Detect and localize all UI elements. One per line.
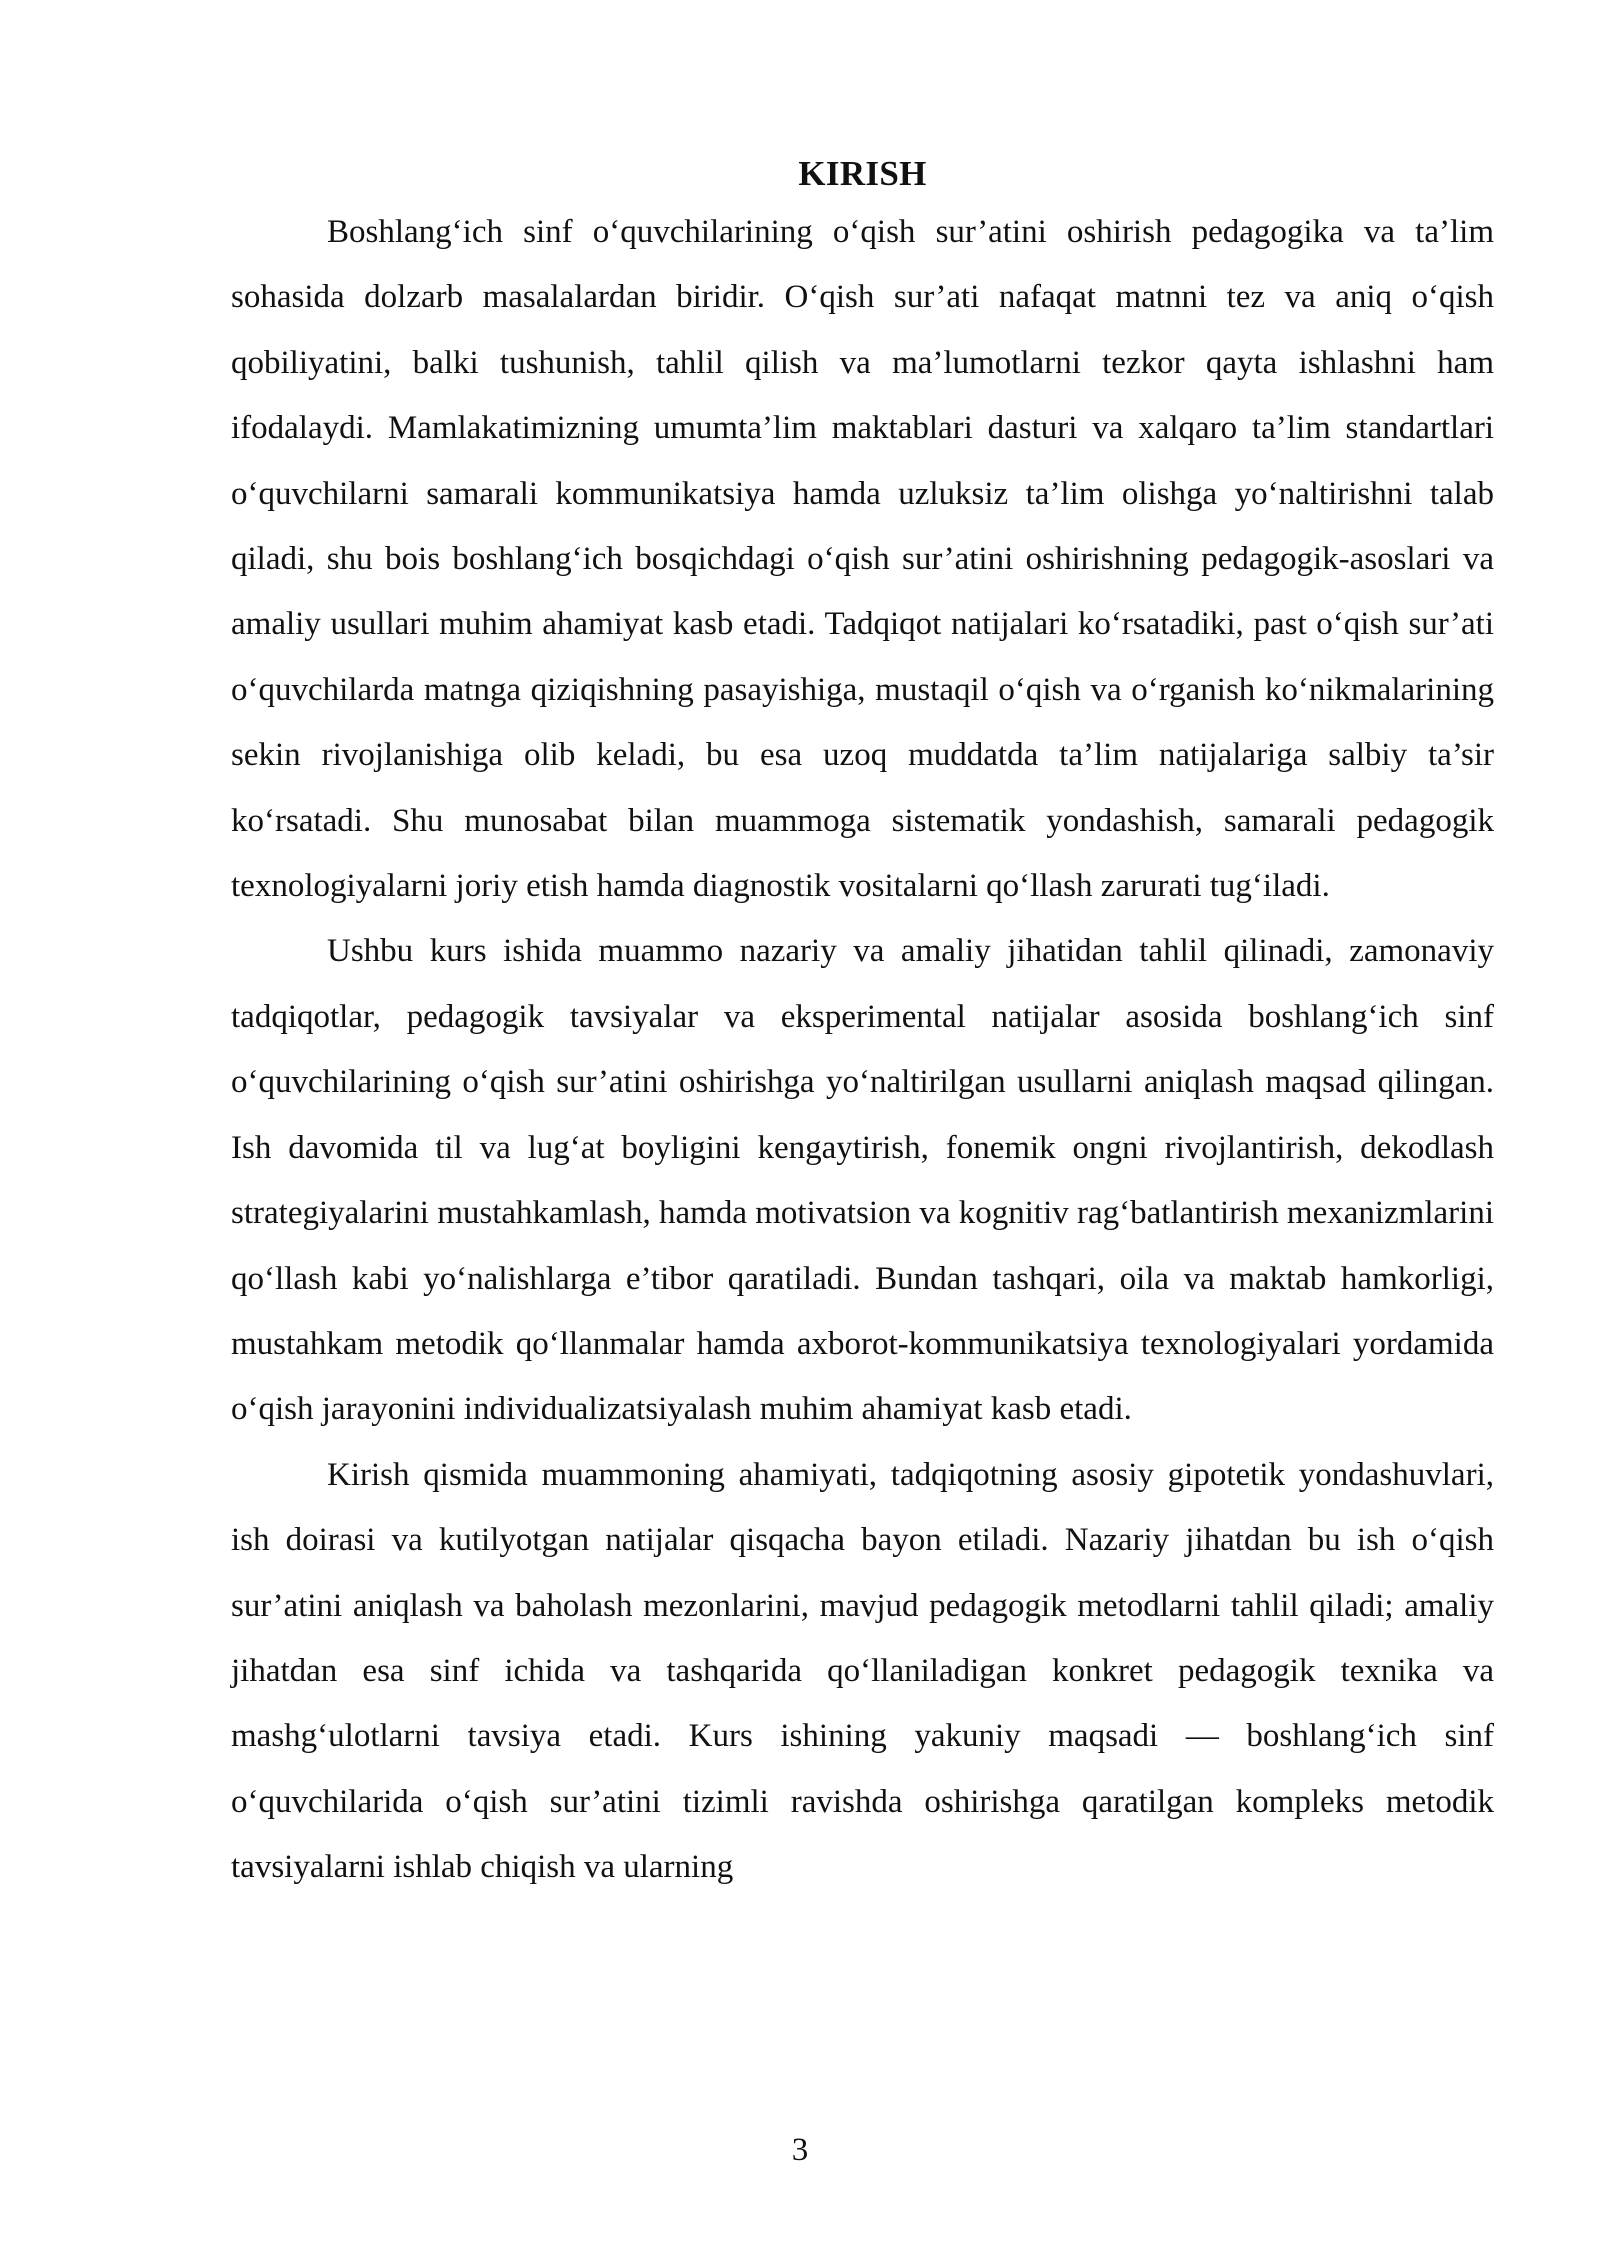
page-number: 3: [791, 2132, 809, 2168]
paragraph-3: Kirish qismida muammoning ahamiyati, tadqiqotning asosiy gipotetik yondashuvlari, ish doirasi va kutilyotgan natijalar qisqacha bayon etiladi. Nazariy jihatdan bu ish o‘qish sur’atini aniqlash va baholash mezonlarini, mavjud pedagogik metodlarni tahlil qiladi; amaliy jihatdan esa sinf ichida va tashqarida qo‘llaniladigan konkret pedagogik texnika va mashg‘ulotlarni tavsiya etadi. Kurs ishining yakuniy maqsadi — boshlang‘ich sinf o‘quvchilarida o‘qish sur’atini tizimli ravishda oshirishga qaratilgan kompleks metodik tavsiyalarni ishlab chiqish va ularning: [231, 1456, 1494, 1886]
page-content: [231, 148, 1494, 1901]
section-title: KIRISH: [798, 154, 927, 193]
paragraph-2: Ushbu kurs ishida muammo nazariy va amaliy jihatidan tahlil qilinadi, zamonaviy tadqiqotlar, pedagogik tavsiyalar va eksperimental natijalar asosida boshlang‘ich sinf o‘quvchilarining o‘qish sur’atini oshirishga yo‘naltirilgan usullarni aniqlash maqsad qilingan. Ish davomida til va lug‘at boyligini kengaytirish, fonemik ongni rivojlantirish, dekodlash strategiyalarini mustahkamlash, hamda motivatsion va kognitiv rag‘batlantirish mexanizmlarini qo‘llash kabi yo‘nalishlarga e’tibor qaratiladi. Bundan tashqari, oila va maktab hamkorligi, mustahkam metodik qo‘llanmalar hamda axborot-kommunikatsiya texnologiyalari yordamida o‘qish jarayonini individualizatsiyalash muhim ahamiyat kasb etadi.: [231, 933, 1494, 1428]
paragraph-1: Boshlang‘ich sinf o‘quvchilarining o‘qish sur’atini oshirish pedagogika va ta’lim sohasida dolzarb masalalardan biridir. O‘qish sur’ati nafaqat matnni tez va aniq o‘qish qobiliyatini, balki tushunish, tahlil qilish va ma’lumotlarni tezkor qayta ishlashni ham ifodalaydi. Mamlakatimizning umumta’lim maktablari dasturi va xalqaro ta’lim standartlari o‘quvchilarni samarali kommunikatsiya hamda uzluksiz ta’lim olishga yo‘naltirishni talab qiladi, shu bois boshlang‘ich bosqichdagi o‘qish sur’atini oshirishning pedagogik-asoslari va amaliy usullari muhim ahamiyat kasb etadi. Tadqiqot natijalari ko‘rsatadiki, past o‘qish sur’ati o‘quvchilarda matnga qiziqishning pasayishiga, mustaqil o‘qish va o‘rganish ko‘nikmalarining sekin rivojlanishiga olib keladi, bu esa uzoq muddatda ta’lim natijalariga salbiy ta’sir ko‘rsatadi. Shu munosabat bilan muammoga sistematik yondashish, samarali pedagogik texnologiyalarni joriy etish hamda diagnostik vositalarni qo‘llash zarurati tug‘iladi.: [231, 214, 1494, 905]
